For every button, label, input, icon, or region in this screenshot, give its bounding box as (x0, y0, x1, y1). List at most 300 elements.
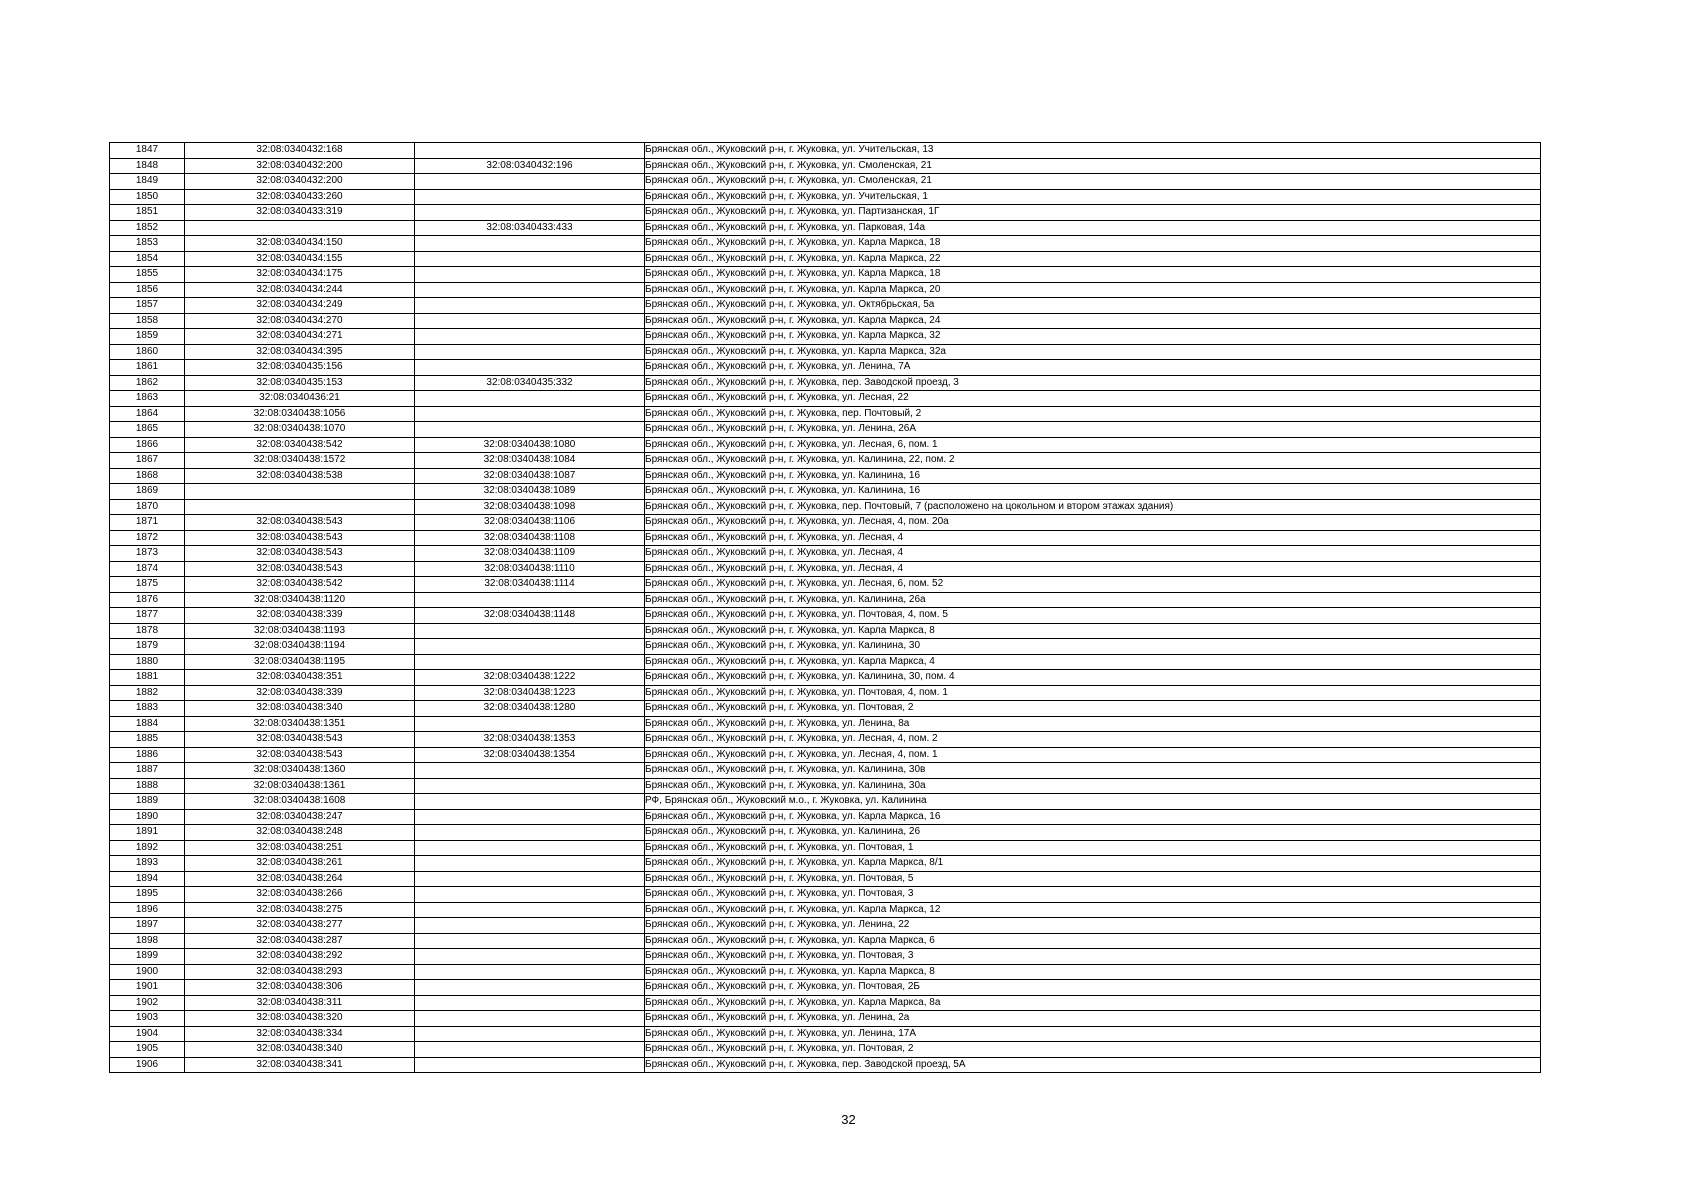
address-cell: Брянская обл., Жуковский р-н, г. Жуковка, ул. Почтовая, 2 (645, 701, 1541, 717)
parent-cadastral-number-cell (415, 639, 645, 655)
table-row (110, 158, 1541, 174)
parent-cadastral-number-cell: 32:08:0340438:1084 (415, 453, 645, 469)
address-cell: Брянская обл., Жуковский р-н, г. Жуковка, ул. Карла Маркса, 16 (645, 809, 1541, 825)
row-number-cell: 1891 (110, 825, 185, 841)
table-row (110, 236, 1541, 252)
cadastral-number-cell: 32:08:0340433:260 (185, 189, 415, 205)
address-cell: Брянская обл., Жуковский р-н, г. Жуковка, ул. Карла Маркса, 22 (645, 251, 1541, 267)
cadastral-number-cell: 32:08:0340438:1194 (185, 639, 415, 655)
address-cell: Брянская обл., Жуковский р-н, г. Жуковка, ул. Лесная, 4 (645, 546, 1541, 562)
address-cell: Брянская обл., Жуковский р-н, г. Жуковка, ул. Карла Маркса, 6 (645, 933, 1541, 949)
parent-cadastral-number-cell (415, 902, 645, 918)
table-row (110, 918, 1541, 934)
row-number-cell: 1847 (110, 143, 185, 159)
cadastral-number-cell: 32:08:0340438:1360 (185, 763, 415, 779)
row-number-cell: 1872 (110, 530, 185, 546)
parent-cadastral-number-cell (415, 623, 645, 639)
cadastral-number-cell: 32:08:0340438:1195 (185, 654, 415, 670)
address-cell: Брянская обл., Жуковский р-н, г. Жуковка, ул. Карла Маркса, 20 (645, 282, 1541, 298)
cadastral-number-cell: 32:08:0340438:543 (185, 530, 415, 546)
address-cell: Брянская обл., Жуковский р-н, г. Жуковка, ул. Ленина, 7А (645, 360, 1541, 376)
table-row (110, 964, 1541, 980)
parent-cadastral-number-cell: 32:08:0340433:433 (415, 220, 645, 236)
table-row (110, 484, 1541, 500)
address-cell: Брянская обл., Жуковский р-н, г. Жуковка, ул. Лесная, 4 (645, 530, 1541, 546)
table-row (110, 902, 1541, 918)
table-row (110, 468, 1541, 484)
address-cell: Брянская обл., Жуковский р-н, г. Жуковка, ул. Лесная, 4 (645, 561, 1541, 577)
address-cell: Брянская обл., Жуковский р-н, г. Жуковка, ул. Карла Маркса, 8а (645, 995, 1541, 1011)
table-row (110, 887, 1541, 903)
cadastral-number-cell: 32:08:0340432:200 (185, 174, 415, 190)
parent-cadastral-number-cell (415, 871, 645, 887)
table-row (110, 1042, 1541, 1058)
row-number-cell: 1890 (110, 809, 185, 825)
row-number-cell: 1879 (110, 639, 185, 655)
table-row (110, 189, 1541, 205)
row-number-cell: 1880 (110, 654, 185, 670)
cadastral-number-cell: 32:08:0340438:542 (185, 577, 415, 593)
table-row (110, 530, 1541, 546)
parent-cadastral-number-cell (415, 189, 645, 205)
table-row (110, 344, 1541, 360)
address-cell: Брянская обл., Жуковский р-н, г. Жуковка, ул. Почтовая, 5 (645, 871, 1541, 887)
table-row (110, 437, 1541, 453)
row-number-cell: 1901 (110, 980, 185, 996)
row-number-cell: 1884 (110, 716, 185, 732)
cadastral-number-cell: 32:08:0340434:271 (185, 329, 415, 345)
parent-cadastral-number-cell: 32:08:0340438:1110 (415, 561, 645, 577)
cadastral-number-cell: 32:08:0340438:248 (185, 825, 415, 841)
row-number-cell: 1904 (110, 1026, 185, 1042)
row-number-cell: 1852 (110, 220, 185, 236)
cadastral-number-cell: 32:08:0340438:264 (185, 871, 415, 887)
address-cell: Брянская обл., Жуковский р-н, г. Жуковка, ул. Лесная, 22 (645, 391, 1541, 407)
cadastral-number-cell: 32:08:0340436:21 (185, 391, 415, 407)
address-cell: Брянская обл., Жуковский р-н, г. Жуковка, ул. Карла Маркса, 4 (645, 654, 1541, 670)
cadastral-number-cell: 32:08:0340438:1193 (185, 623, 415, 639)
cadastral-number-cell: 32:08:0340438:340 (185, 1042, 415, 1058)
address-cell: Брянская обл., Жуковский р-н, г. Жуковка, ул. Калинина, 30а (645, 778, 1541, 794)
parent-cadastral-number-cell (415, 1011, 645, 1027)
cadastral-number-cell: 32:08:0340438:543 (185, 747, 415, 763)
row-number-cell: 1881 (110, 670, 185, 686)
address-cell: Брянская обл., Жуковский р-н, г. Жуковка, ул. Ленина, 2а (645, 1011, 1541, 1027)
row-number-cell: 1854 (110, 251, 185, 267)
table-row (110, 220, 1541, 236)
cadastral-number-cell: 32:08:0340433:319 (185, 205, 415, 221)
table-row (110, 980, 1541, 996)
row-number-cell: 1871 (110, 515, 185, 531)
address-cell: Брянская обл., Жуковский р-н, г. Жуковка, ул. Почтовая, 3 (645, 949, 1541, 965)
parent-cadastral-number-cell (415, 995, 645, 1011)
parent-cadastral-number-cell (415, 1026, 645, 1042)
cadastral-number-cell: 32:08:0340438:1351 (185, 716, 415, 732)
row-number-cell: 1894 (110, 871, 185, 887)
row-number-cell: 1850 (110, 189, 185, 205)
row-number-cell: 1870 (110, 499, 185, 515)
parent-cadastral-number-cell (415, 391, 645, 407)
table-row (110, 995, 1541, 1011)
parent-cadastral-number-cell (415, 1057, 645, 1073)
table-row (110, 174, 1541, 190)
cadastral-number-cell: 32:08:0340438:275 (185, 902, 415, 918)
cadastral-number-cell (185, 484, 415, 500)
cadastral-number-cell: 32:08:0340438:339 (185, 685, 415, 701)
registry-table-body (110, 143, 1541, 1073)
parent-cadastral-number-cell (415, 840, 645, 856)
table-row (110, 701, 1541, 717)
table-row (110, 670, 1541, 686)
parent-cadastral-number-cell (415, 174, 645, 190)
address-cell: Брянская обл., Жуковский р-н, г. Жуковка, ул. Карла Маркса, 32 (645, 329, 1541, 345)
page-number: 32 (841, 1112, 856, 1127)
parent-cadastral-number-cell (415, 856, 645, 872)
row-number-cell: 1899 (110, 949, 185, 965)
parent-cadastral-number-cell (415, 344, 645, 360)
row-number-cell: 1853 (110, 236, 185, 252)
address-cell: Брянская обл., Жуковский р-н, г. Жуковка, ул. Лесная, 4, пом. 2 (645, 732, 1541, 748)
table-row (110, 267, 1541, 283)
row-number-cell: 1882 (110, 685, 185, 701)
cadastral-number-cell: 32:08:0340432:168 (185, 143, 415, 159)
cadastral-number-cell: 32:08:0340438:287 (185, 933, 415, 949)
parent-cadastral-number-cell: 32:08:0340438:1098 (415, 499, 645, 515)
cadastral-number-cell: 32:08:0340434:270 (185, 313, 415, 329)
table-row (110, 561, 1541, 577)
cadastral-number-cell: 32:08:0340435:153 (185, 375, 415, 391)
row-number-cell: 1867 (110, 453, 185, 469)
row-number-cell: 1889 (110, 794, 185, 810)
cadastral-number-cell: 32:08:0340438:247 (185, 809, 415, 825)
address-cell: Брянская обл., Жуковский р-н, г. Жуковка, ул. Лесная, 4, пом. 20а (645, 515, 1541, 531)
row-number-cell: 1886 (110, 747, 185, 763)
row-number-cell: 1866 (110, 437, 185, 453)
table-row (110, 1057, 1541, 1073)
table-row (110, 747, 1541, 763)
table-row (110, 778, 1541, 794)
cadastral-number-cell: 32:08:0340438:251 (185, 840, 415, 856)
address-cell: Брянская обл., Жуковский р-н, г. Жуковка, ул. Карла Маркса, 24 (645, 313, 1541, 329)
row-number-cell: 1887 (110, 763, 185, 779)
cadastral-number-cell: 32:08:0340438:311 (185, 995, 415, 1011)
table-row (110, 282, 1541, 298)
row-number-cell: 1878 (110, 623, 185, 639)
parent-cadastral-number-cell: 32:08:0340438:1106 (415, 515, 645, 531)
parent-cadastral-number-cell (415, 236, 645, 252)
parent-cadastral-number-cell (415, 654, 645, 670)
address-cell: Брянская обл., Жуковский р-н, г. Жуковка, ул. Почтовая, 4, пом. 1 (645, 685, 1541, 701)
address-cell: Брянская обл., Жуковский р-н, г. Жуковка, ул. Смоленская, 21 (645, 158, 1541, 174)
cadastral-number-cell: 32:08:0340438:543 (185, 515, 415, 531)
cadastral-number-cell: 32:08:0340434:175 (185, 267, 415, 283)
table-row (110, 608, 1541, 624)
cadastral-number-cell: 32:08:0340438:340 (185, 701, 415, 717)
row-number-cell: 1888 (110, 778, 185, 794)
row-number-cell: 1903 (110, 1011, 185, 1027)
row-number-cell: 1875 (110, 577, 185, 593)
address-cell: Брянская обл., Жуковский р-н, г. Жуковка, ул. Октябрьская, 5а (645, 298, 1541, 314)
address-cell: Брянская обл., Жуковский р-н, г. Жуковка, ул. Парковая, 14а (645, 220, 1541, 236)
cadastral-number-cell: 32:08:0340432:200 (185, 158, 415, 174)
row-number-cell: 1851 (110, 205, 185, 221)
table-row (110, 313, 1541, 329)
table-row (110, 856, 1541, 872)
parent-cadastral-number-cell (415, 406, 645, 422)
table-row (110, 592, 1541, 608)
parent-cadastral-number-cell: 32:08:0340438:1223 (415, 685, 645, 701)
table-row (110, 298, 1541, 314)
table-row (110, 546, 1541, 562)
table-row (110, 143, 1541, 159)
address-cell: Брянская обл., Жуковский р-н, г. Жуковка, ул. Калинина, 30в (645, 763, 1541, 779)
row-number-cell: 1868 (110, 468, 185, 484)
table-row (110, 716, 1541, 732)
address-cell: Брянская обл., Жуковский р-н, г. Жуковка, ул. Калинина, 22, пом. 2 (645, 453, 1541, 469)
table-row (110, 499, 1541, 515)
row-number-cell: 1869 (110, 484, 185, 500)
cadastral-number-cell: 32:08:0340438:320 (185, 1011, 415, 1027)
cadastral-number-cell: 32:08:0340438:266 (185, 887, 415, 903)
parent-cadastral-number-cell (415, 763, 645, 779)
parent-cadastral-number-cell (415, 282, 645, 298)
parent-cadastral-number-cell: 32:08:0340438:1087 (415, 468, 645, 484)
cadastral-number-cell (185, 499, 415, 515)
registry-table (109, 142, 1541, 1073)
cadastral-number-cell: 32:08:0340438:538 (185, 468, 415, 484)
cadastral-number-cell: 32:08:0340438:306 (185, 980, 415, 996)
cadastral-number-cell: 32:08:0340438:1120 (185, 592, 415, 608)
cadastral-number-cell: 32:08:0340438:341 (185, 1057, 415, 1073)
table-row (110, 329, 1541, 345)
table-row (110, 422, 1541, 438)
cadastral-number-cell: 32:08:0340438:543 (185, 732, 415, 748)
cadastral-number-cell: 32:08:0340435:156 (185, 360, 415, 376)
table-row (110, 391, 1541, 407)
row-number-cell: 1848 (110, 158, 185, 174)
cadastral-number-cell: 32:08:0340438:277 (185, 918, 415, 934)
parent-cadastral-number-cell: 32:08:0340438:1080 (415, 437, 645, 453)
parent-cadastral-number-cell (415, 980, 645, 996)
row-number-cell: 1856 (110, 282, 185, 298)
cadastral-number-cell: 32:08:0340438:542 (185, 437, 415, 453)
cadastral-number-cell: 32:08:0340434:244 (185, 282, 415, 298)
address-cell: Брянская обл., Жуковский р-н, г. Жуковка, ул. Смоленская, 21 (645, 174, 1541, 190)
row-number-cell: 1859 (110, 329, 185, 345)
parent-cadastral-number-cell: 32:08:0340438:1089 (415, 484, 645, 500)
cadastral-number-cell: 32:08:0340438:261 (185, 856, 415, 872)
address-cell: Брянская обл., Жуковский р-н, г. Жуковка, ул. Карла Маркса, 8 (645, 964, 1541, 980)
parent-cadastral-number-cell: 32:08:0340438:1222 (415, 670, 645, 686)
table-row (110, 375, 1541, 391)
table-row (110, 809, 1541, 825)
parent-cadastral-number-cell (415, 949, 645, 965)
table-row (110, 685, 1541, 701)
table-row (110, 205, 1541, 221)
parent-cadastral-number-cell (415, 778, 645, 794)
parent-cadastral-number-cell (415, 143, 645, 159)
address-cell: Брянская обл., Жуковский р-н, г. Жуковка, ул. Карла Маркса, 12 (645, 902, 1541, 918)
address-cell: Брянская обл., Жуковский р-н, г. Жуковка, ул. Лесная, 6, пом. 52 (645, 577, 1541, 593)
cadastral-number-cell: 32:08:0340438:293 (185, 964, 415, 980)
table-row (110, 763, 1541, 779)
parent-cadastral-number-cell (415, 918, 645, 934)
row-number-cell: 1885 (110, 732, 185, 748)
address-cell: Брянская обл., Жуковский р-н, г. Жуковка, ул. Калинина, 30 (645, 639, 1541, 655)
parent-cadastral-number-cell: 32:08:0340438:1108 (415, 530, 645, 546)
row-number-cell: 1857 (110, 298, 185, 314)
cadastral-number-cell: 32:08:0340438:292 (185, 949, 415, 965)
address-cell: Брянская обл., Жуковский р-н, г. Жуковка, ул. Лесная, 4, пом. 1 (645, 747, 1541, 763)
cadastral-number-cell: 32:08:0340438:334 (185, 1026, 415, 1042)
address-cell: Брянская обл., Жуковский р-н, г. Жуковка, ул. Учительская, 13 (645, 143, 1541, 159)
row-number-cell: 1862 (110, 375, 185, 391)
cadastral-number-cell: 32:08:0340438:1361 (185, 778, 415, 794)
row-number-cell: 1892 (110, 840, 185, 856)
address-cell: Брянская обл., Жуковский р-н, г. Жуковка, ул. Ленина, 22 (645, 918, 1541, 934)
cadastral-number-cell: 32:08:0340434:155 (185, 251, 415, 267)
table-row (110, 825, 1541, 841)
address-cell: Брянская обл., Жуковский р-н, г. Жуковка, ул. Калинина, 26 (645, 825, 1541, 841)
row-number-cell: 1855 (110, 267, 185, 283)
cadastral-number-cell: 32:08:0340438:543 (185, 546, 415, 562)
row-number-cell: 1898 (110, 933, 185, 949)
parent-cadastral-number-cell (415, 205, 645, 221)
table-row (110, 1026, 1541, 1042)
address-cell: Брянская обл., Жуковский р-н, г. Жуковка, ул. Калинина, 30, пом. 4 (645, 670, 1541, 686)
table-row (110, 453, 1541, 469)
table-row (110, 794, 1541, 810)
parent-cadastral-number-cell: 32:08:0340438:1353 (415, 732, 645, 748)
row-number-cell: 1905 (110, 1042, 185, 1058)
address-cell: Брянская обл., Жуковский р-н, г. Жуковка, ул. Калинина, 16 (645, 484, 1541, 500)
table-row (110, 515, 1541, 531)
address-cell: Брянская обл., Жуковский р-н, г. Жуковка, ул. Карла Маркса, 32а (645, 344, 1541, 360)
parent-cadastral-number-cell (415, 360, 645, 376)
address-cell: Брянская обл., Жуковский р-н, г. Жуковка, ул. Учительская, 1 (645, 189, 1541, 205)
table-row (110, 251, 1541, 267)
cadastral-number-cell: 32:08:0340438:339 (185, 608, 415, 624)
row-number-cell: 1858 (110, 313, 185, 329)
address-cell: Брянская обл., Жуковский р-н, г. Жуковка, пер. Заводской проезд, 5А (645, 1057, 1541, 1073)
row-number-cell: 1876 (110, 592, 185, 608)
table-row (110, 732, 1541, 748)
parent-cadastral-number-cell (415, 825, 645, 841)
table-row (110, 406, 1541, 422)
parent-cadastral-number-cell (415, 809, 645, 825)
table-row (110, 933, 1541, 949)
table-row (110, 360, 1541, 376)
address-cell: Брянская обл., Жуковский р-н, г. Жуковка, ул. Почтовая, 2 (645, 1042, 1541, 1058)
table-row (110, 577, 1541, 593)
parent-cadastral-number-cell: 32:08:0340438:1109 (415, 546, 645, 562)
cadastral-number-cell: 32:08:0340438:1608 (185, 794, 415, 810)
address-cell: Брянская обл., Жуковский р-н, г. Жуковка, ул. Карла Маркса, 8 (645, 623, 1541, 639)
cadastral-number-cell: 32:08:0340438:1572 (185, 453, 415, 469)
row-number-cell: 1849 (110, 174, 185, 190)
row-number-cell: 1874 (110, 561, 185, 577)
parent-cadastral-number-cell (415, 298, 645, 314)
row-number-cell: 1896 (110, 902, 185, 918)
cadastral-number-cell: 32:08:0340438:351 (185, 670, 415, 686)
address-cell: Брянская обл., Жуковский р-н, г. Жуковка, ул. Партизанская, 1Г (645, 205, 1541, 221)
address-cell: Брянская обл., Жуковский р-н, г. Жуковка, пер. Почтовый, 2 (645, 406, 1541, 422)
parent-cadastral-number-cell: 32:08:0340438:1148 (415, 608, 645, 624)
address-cell: Брянская обл., Жуковский р-н, г. Жуковка, ул. Карла Маркса, 18 (645, 267, 1541, 283)
address-cell: Брянская обл., Жуковский р-н, г. Жуковка, пер. Почтовый, 7 (расположено на цокольном и втором этажах здания) (645, 499, 1541, 515)
row-number-cell: 1883 (110, 701, 185, 717)
cadastral-number-cell: 32:08:0340438:1056 (185, 406, 415, 422)
address-cell: РФ, Брянская обл., Жуковский м.о., г. Жуковка, ул. Калинина (645, 794, 1541, 810)
parent-cadastral-number-cell: 32:08:0340438:1280 (415, 701, 645, 717)
address-cell: Брянская обл., Жуковский р-н, г. Жуковка, ул. Ленина, 26А (645, 422, 1541, 438)
row-number-cell: 1865 (110, 422, 185, 438)
parent-cadastral-number-cell (415, 251, 645, 267)
row-number-cell: 1906 (110, 1057, 185, 1073)
parent-cadastral-number-cell (415, 933, 645, 949)
row-number-cell: 1863 (110, 391, 185, 407)
parent-cadastral-number-cell: 32:08:0340435:332 (415, 375, 645, 391)
address-cell: Брянская обл., Жуковский р-н, г. Жуковка, ул. Почтовая, 2Б (645, 980, 1541, 996)
table-row (110, 639, 1541, 655)
parent-cadastral-number-cell (415, 329, 645, 345)
cadastral-number-cell: 32:08:0340434:150 (185, 236, 415, 252)
row-number-cell: 1877 (110, 608, 185, 624)
row-number-cell: 1895 (110, 887, 185, 903)
address-cell: Брянская обл., Жуковский р-н, г. Жуковка, ул. Почтовая, 4, пом. 5 (645, 608, 1541, 624)
table-row (110, 840, 1541, 856)
row-number-cell: 1861 (110, 360, 185, 376)
cadastral-number-cell: 32:08:0340434:395 (185, 344, 415, 360)
parent-cadastral-number-cell (415, 794, 645, 810)
parent-cadastral-number-cell (415, 716, 645, 732)
address-cell: Брянская обл., Жуковский р-н, г. Жуковка, ул. Почтовая, 1 (645, 840, 1541, 856)
cadastral-number-cell: 32:08:0340434:249 (185, 298, 415, 314)
row-number-cell: 1873 (110, 546, 185, 562)
address-cell: Брянская обл., Жуковский р-н, г. Жуковка, ул. Карла Маркса, 18 (645, 236, 1541, 252)
parent-cadastral-number-cell (415, 1042, 645, 1058)
cadastral-number-cell (185, 220, 415, 236)
parent-cadastral-number-cell: 32:08:0340438:1354 (415, 747, 645, 763)
address-cell: Брянская обл., Жуковский р-н, г. Жуковка, ул. Калинина, 26а (645, 592, 1541, 608)
row-number-cell: 1893 (110, 856, 185, 872)
parent-cadastral-number-cell (415, 592, 645, 608)
row-number-cell: 1897 (110, 918, 185, 934)
address-cell: Брянская обл., Жуковский р-н, г. Жуковка, ул. Ленина, 17А (645, 1026, 1541, 1042)
cadastral-number-cell: 32:08:0340438:1070 (185, 422, 415, 438)
table-row (110, 949, 1541, 965)
parent-cadastral-number-cell: 32:08:0340432:196 (415, 158, 645, 174)
table-row (110, 654, 1541, 670)
address-cell: Брянская обл., Жуковский р-н, г. Жуковка, ул. Карла Маркса, 8/1 (645, 856, 1541, 872)
cadastral-number-cell: 32:08:0340438:543 (185, 561, 415, 577)
row-number-cell: 1900 (110, 964, 185, 980)
parent-cadastral-number-cell: 32:08:0340438:1114 (415, 577, 645, 593)
parent-cadastral-number-cell (415, 422, 645, 438)
address-cell: Брянская обл., Жуковский р-н, г. Жуковка, ул. Ленина, 8а (645, 716, 1541, 732)
row-number-cell: 1902 (110, 995, 185, 1011)
table-row (110, 623, 1541, 639)
address-cell: Брянская обл., Жуковский р-н, г. Жуковка, ул. Калинина, 16 (645, 468, 1541, 484)
row-number-cell: 1860 (110, 344, 185, 360)
parent-cadastral-number-cell (415, 267, 645, 283)
row-number-cell: 1864 (110, 406, 185, 422)
address-cell: Брянская обл., Жуковский р-н, г. Жуковка, пер. Заводской проезд, 3 (645, 375, 1541, 391)
parent-cadastral-number-cell (415, 964, 645, 980)
table-row (110, 1011, 1541, 1027)
parent-cadastral-number-cell (415, 313, 645, 329)
parent-cadastral-number-cell (415, 887, 645, 903)
